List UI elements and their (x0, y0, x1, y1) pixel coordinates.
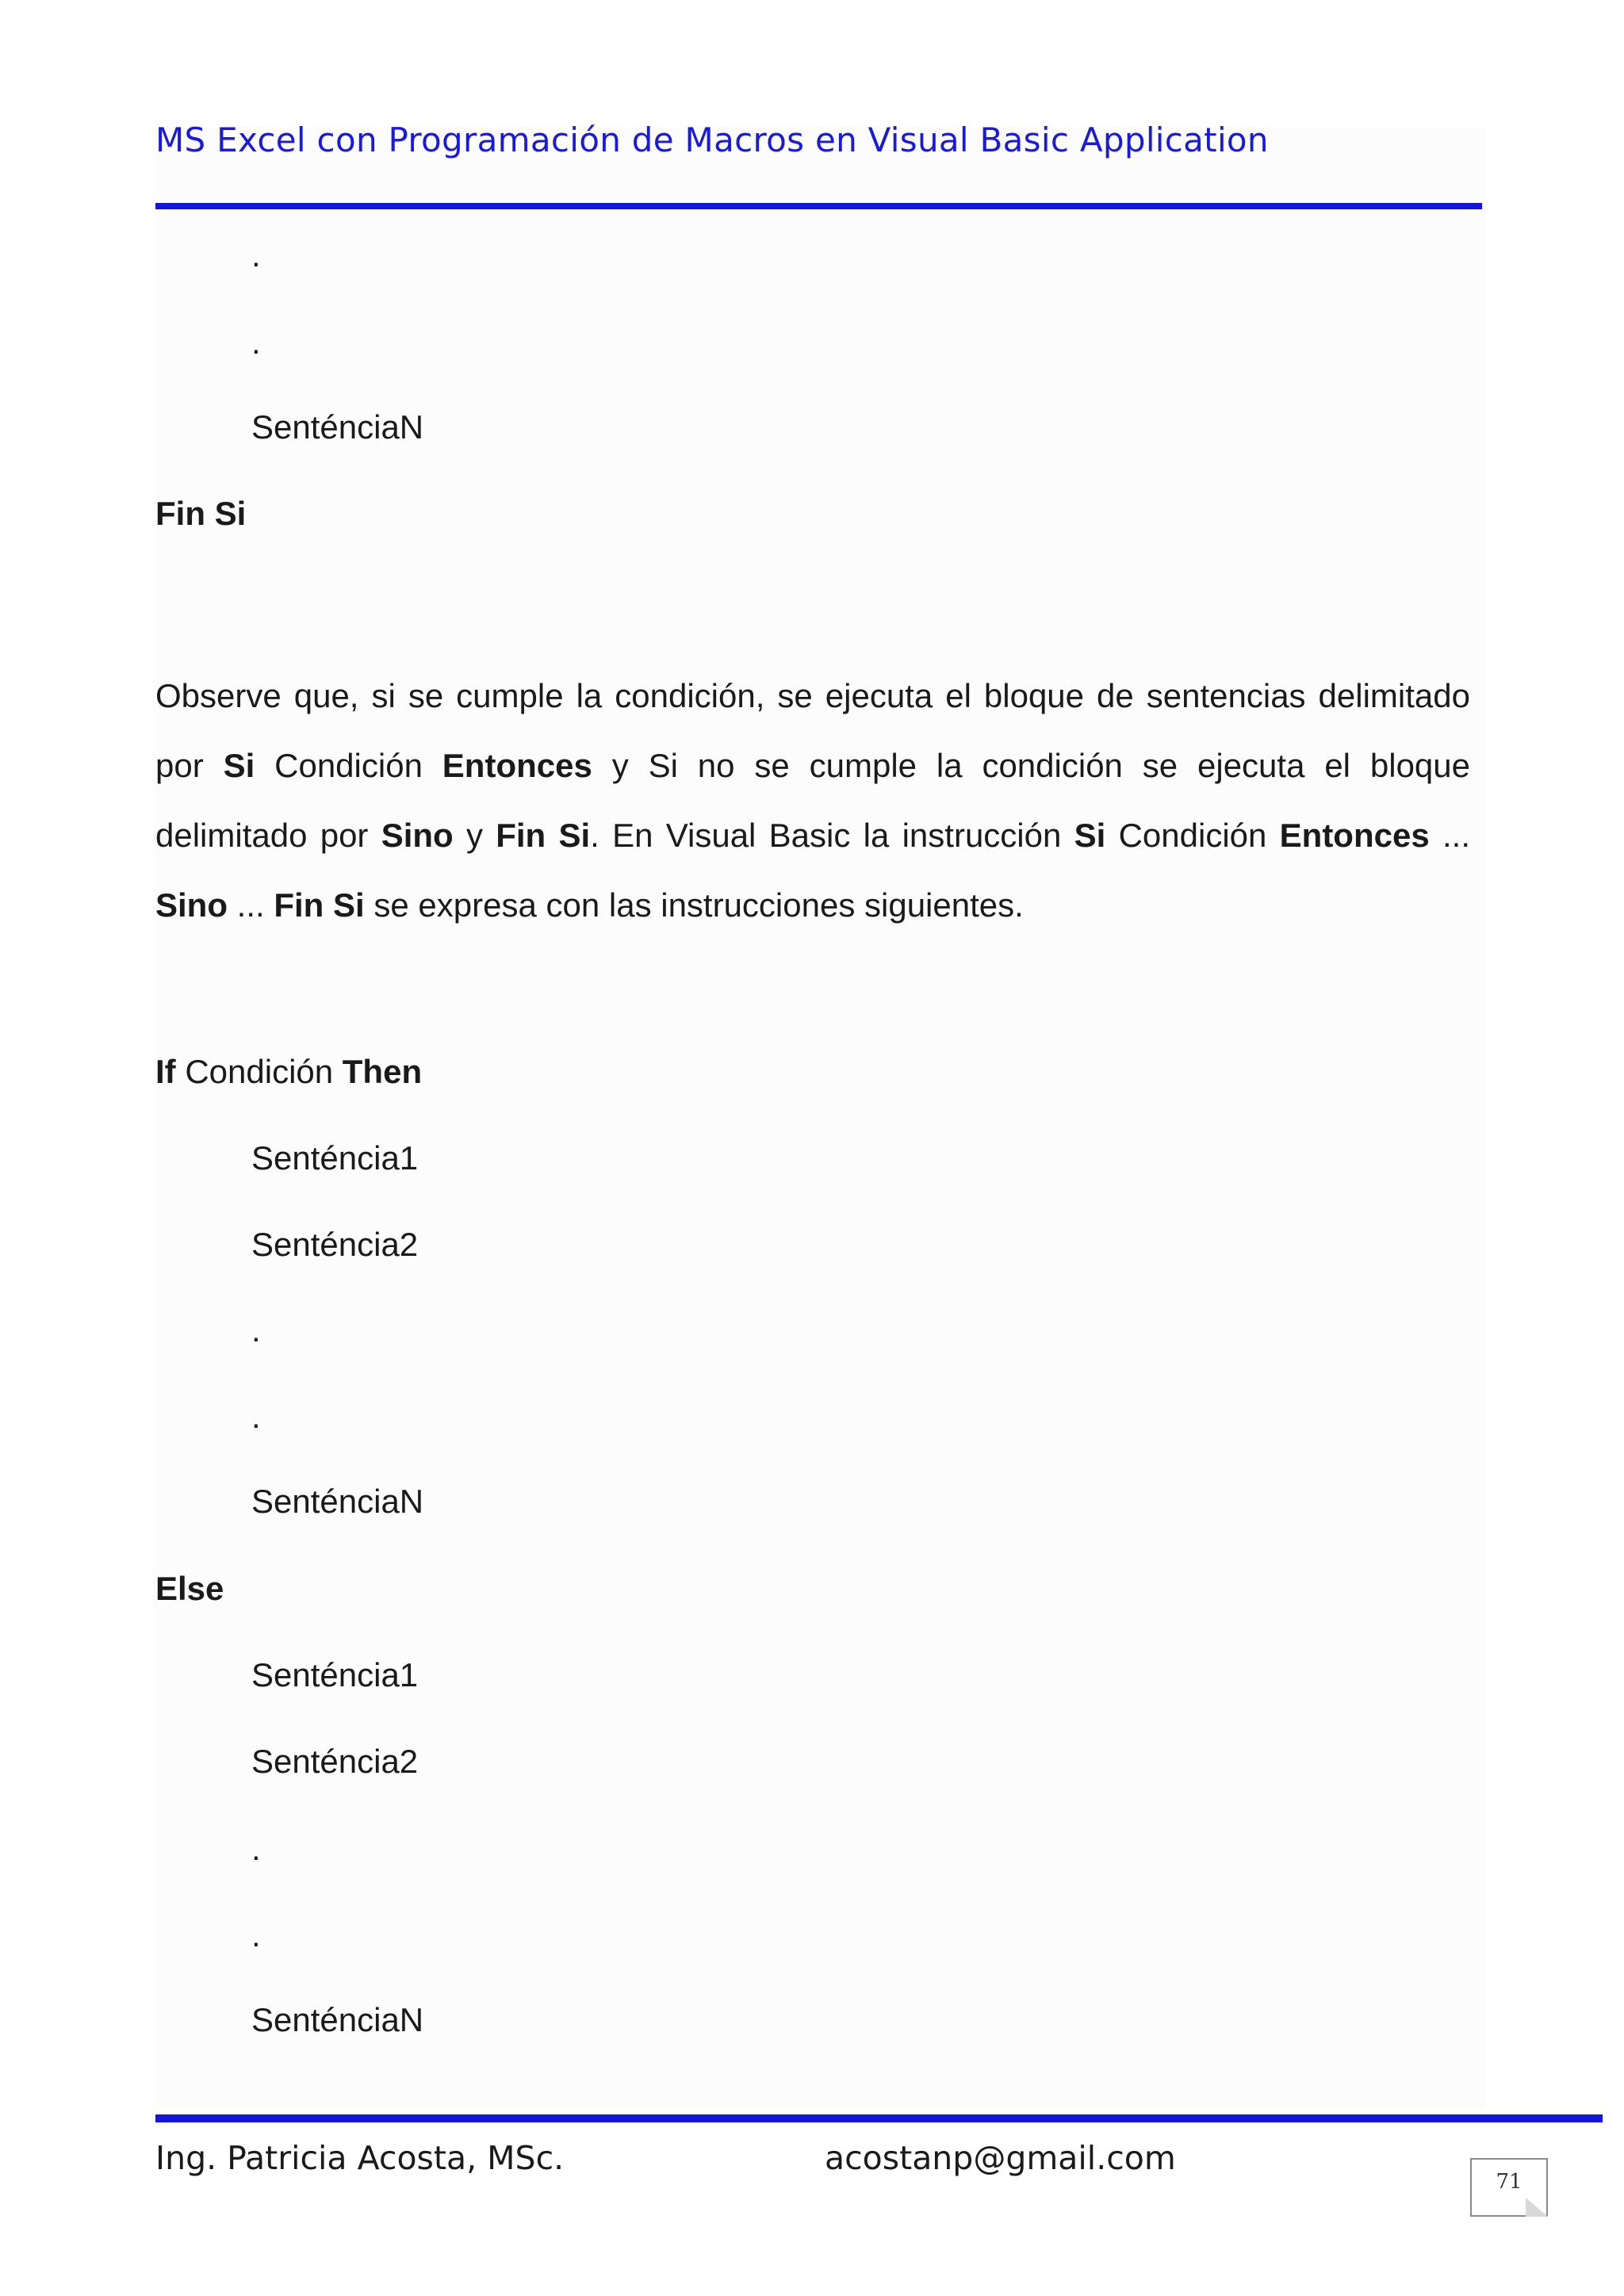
code-line-if (155, 1053, 422, 1091)
footer-rule (155, 2114, 1603, 2122)
header-rule (155, 203, 1482, 209)
bold-keyword: Si (1074, 817, 1106, 854)
code-line-sentence-2: Senténcia2 (251, 1226, 419, 1263)
text-run: ... (1429, 817, 1470, 854)
text-run: ... (228, 886, 274, 924)
text-run: y (453, 817, 496, 854)
bold-keyword: Fin Si (496, 817, 591, 854)
page-curl-icon (1526, 2198, 1548, 2217)
explanation-paragraph (155, 661, 1470, 940)
keyword: Fin Si (155, 495, 247, 532)
code-line-sentence-n: SenténciaN (251, 2001, 424, 2038)
bold-keyword: Sino (155, 886, 228, 924)
bold-keyword: Sino (381, 817, 454, 854)
ellipsis-dot: . (251, 1398, 261, 1435)
keyword-else: Else (155, 1570, 224, 1607)
bold-keyword: Entonces (1279, 817, 1430, 854)
keyword-then: Then (342, 1053, 423, 1090)
text-run: Condición (255, 747, 442, 784)
keyword-if: If (155, 1053, 176, 1090)
code-keyword-fin-si (155, 495, 246, 533)
code-line-sentence-n: SenténciaN (251, 408, 424, 446)
ellipsis-dot: . (251, 1311, 261, 1349)
code-line-sentence-2: Senténcia2 (251, 1743, 419, 1780)
text-run: se expresa con las instrucciones siguientes. (364, 886, 1024, 924)
ellipsis-dot: . (251, 236, 261, 274)
running-header-title: MS Excel con Programación de Macros en Visual Basic Application (155, 121, 1269, 159)
code-line-sentence-1: Senténcia1 (251, 1656, 419, 1693)
bold-keyword: Fin Si (274, 886, 365, 924)
ellipsis-dot: . (251, 1916, 261, 1954)
footer-author: Ing. Patricia Acosta, MSc. (155, 2139, 565, 2177)
ellipsis-dot: . (251, 1830, 261, 1867)
text-run: Condición (1105, 817, 1280, 854)
bold-keyword: Entonces (442, 747, 592, 784)
page-number: 71 (1496, 2170, 1522, 2194)
code-line-sentence-n: SenténciaN (251, 1483, 424, 1520)
text-run: Observe que, si se cumple la condición, se ejecuta el bloque de sentencias delimitado por (155, 677, 1470, 784)
text-run: . En Visual Basic la instrucción (590, 817, 1074, 854)
page-number-box (1470, 2158, 1548, 2217)
text-run: y Si no se cumple la condición se ejecuta el bloque delimitado por (155, 747, 1470, 854)
condition-text: Condición (175, 1053, 343, 1090)
bold-keyword: Si (223, 747, 255, 784)
footer-email: acostanp@gmail.com (825, 2139, 1176, 2177)
ellipsis-dot: . (251, 323, 261, 361)
code-line-sentence-1: Senténcia1 (251, 1139, 419, 1177)
code-keyword-else (155, 1570, 224, 1608)
